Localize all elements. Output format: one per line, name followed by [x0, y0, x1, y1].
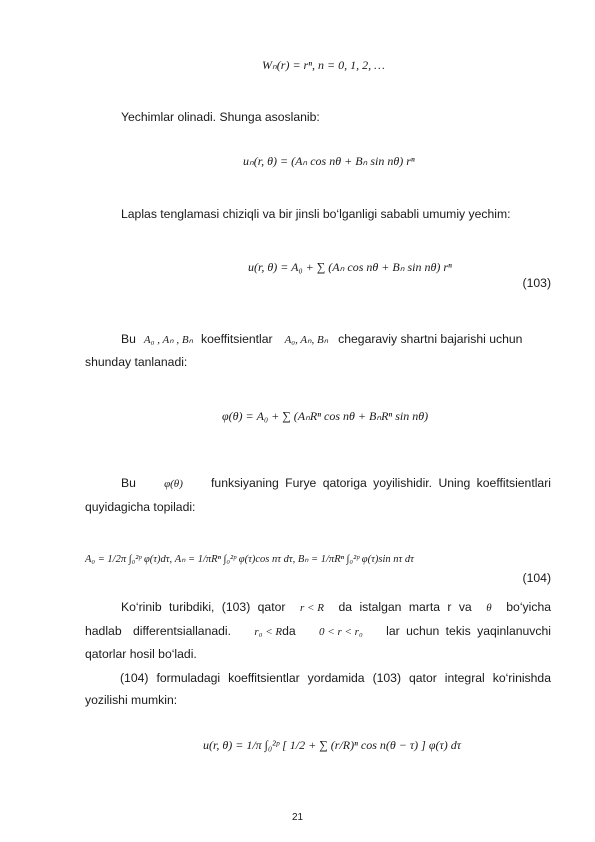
paragraph-3-text-koef: koeffitsientlar: [200, 332, 273, 346]
paragraph-4-line-1: [121, 472, 551, 495]
paragraph-4-line-2: quyidagicha topiladi:: [85, 500, 196, 514]
paragraph-4-text-bu: Bu: [121, 476, 136, 490]
equation-number-103: (103): [522, 276, 551, 290]
equation-number-104: (104): [522, 571, 551, 585]
paragraph-4-text: funksiyaning Furye qatoriga yoyilishidir. Uning koeffitsientlari: [211, 476, 551, 490]
coefficients-b: A₀, Aₙ, Bₙ: [284, 334, 329, 346]
paragraph-5-text-da: da: [282, 624, 296, 638]
paragraph-3-text-chegaraviy: chegaraviy shartni bajarishi uchun: [338, 332, 523, 346]
paragraph-5-text-c: bo‘yicha: [506, 600, 551, 614]
symbol-theta: θ: [486, 602, 492, 614]
paragraph-5-line-2: [85, 620, 551, 643]
function-phi: φ(θ): [164, 478, 183, 490]
page-number: 21: [291, 812, 304, 823]
paragraph-1: Yechimlar olinadi. Shunga asoslanib:: [121, 110, 320, 124]
paragraph-3-text-bu: Bu: [121, 332, 136, 346]
paragraph-3-line-2: shunday tanlanadi:: [85, 355, 188, 369]
formula-103: u(r, θ) = A₀ + ∑ (Aₙ cos nθ + Bₙ sin nθ) rⁿ: [248, 260, 452, 274]
paragraph-5-text-d: hadlab differentsiallanadi.: [85, 624, 232, 638]
formula-104: A₀ = 1/2π ∫₀²ᵖ φ(τ)dτ, Aₙ = 1/πRⁿ ∫₀²ᵖ φ(τ)cos nτ dτ, Bₙ = 1/πRⁿ ∫₀²ᵖ φ(τ)sin nτ dτ: [85, 554, 414, 565]
paragraph-3-line-1: [121, 328, 551, 351]
coefficients-a: A₀ , Aₙ , Bₙ: [143, 334, 193, 346]
formula-wn: Wₙ(r) = rⁿ, n = 0, 1, 2, …: [262, 58, 385, 72]
paragraph-6: (104) formuladagi koeffitsientlar yordamida (103) qator integral ko‘rinishda yozilishi mumkin:: [85, 671, 551, 707]
formula-un: uₙ(r, θ) = (Aₙ cos nθ + Bₙ sin nθ) rⁿ: [243, 154, 415, 168]
paragraph-5-text-f: lar uchun tekis yaqinlanuvchi: [386, 624, 551, 638]
paragraph-5-line-3: qatorlar hosil bo‘ladi.: [85, 647, 197, 661]
condition-group: [254, 620, 295, 643]
paragraph-2: Laplas tenglamasi chiziqli va bir jinsli bo‘lganligi sababli umumiy yechim:: [121, 207, 511, 221]
paragraph-5-text-a: Ko‘rinib turibdiki, (103) qator: [121, 600, 286, 614]
paragraph-5-line-1: [121, 596, 551, 619]
condition-r0-less-R: r₀ < R: [254, 626, 283, 638]
formula-phi-series: φ(θ) = A₀ + ∑ (AₙRⁿ cos nθ + BₙRⁿ sin nθ): [222, 409, 429, 423]
paragraph-5-text-b: da istalgan marta r va: [338, 600, 472, 614]
condition-r-less-R: r < R: [300, 602, 324, 614]
formula-integral: u(r, θ) = 1/π ∫₀²ᵖ [ 1/2 + ∑ (r/R)ⁿ cos n(θ − τ) ] φ(τ) dτ: [203, 738, 462, 752]
condition-r-range: 0 < r < r₀: [319, 626, 363, 638]
